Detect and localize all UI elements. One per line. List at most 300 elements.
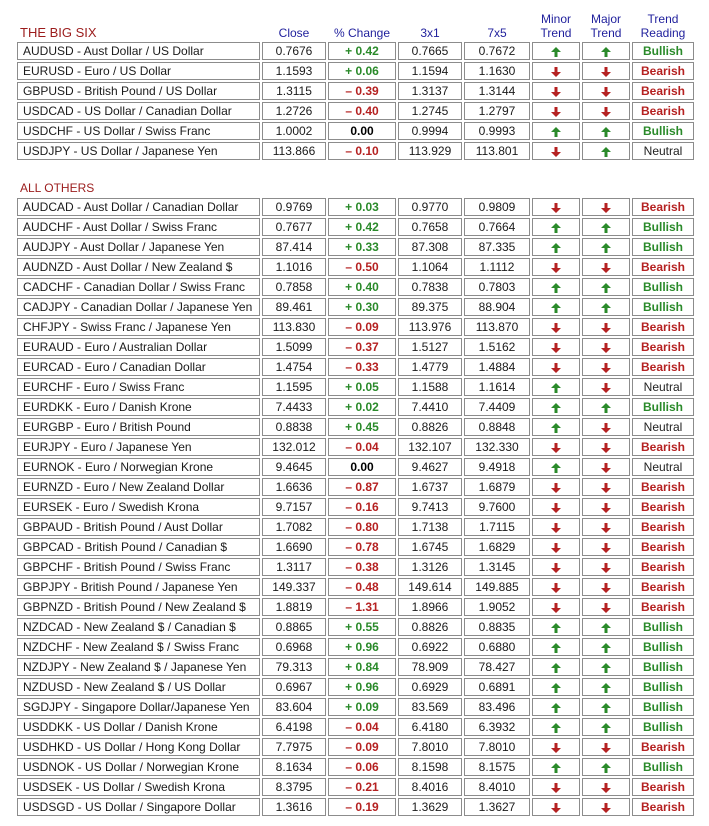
close-cell: 0.8838 bbox=[262, 418, 326, 436]
value-3x1-cell: 6.4180 bbox=[398, 718, 462, 736]
close-cell: 1.0002 bbox=[262, 122, 326, 140]
arrow-down-icon bbox=[600, 202, 612, 214]
major-trend-cell bbox=[582, 458, 630, 476]
minor-trend-cell bbox=[532, 738, 580, 756]
arrow-down-icon bbox=[550, 86, 562, 98]
pct-change-cell: – 0.04 bbox=[328, 718, 396, 736]
all-others-rows bbox=[17, 198, 694, 816]
pair-cell: NZDUSD - New Zealand $ / US Dollar bbox=[17, 678, 260, 696]
value-7x5-cell: 1.6879 bbox=[464, 478, 530, 496]
minor-trend-cell bbox=[532, 478, 580, 496]
major-trend-cell bbox=[582, 238, 630, 256]
trend-reading-cell: Bullish bbox=[632, 698, 694, 716]
minor-trend-cell bbox=[532, 278, 580, 296]
trend-reading-cell: Bullish bbox=[632, 238, 694, 256]
arrow-down-icon bbox=[550, 582, 562, 594]
major-trend-cell bbox=[582, 198, 630, 216]
pair-cell: GBPCAD - British Pound / Canadian $ bbox=[17, 538, 260, 556]
value-3x1-cell: 8.4016 bbox=[398, 778, 462, 796]
value-3x1-cell: 1.1588 bbox=[398, 378, 462, 396]
close-cell: 1.4754 bbox=[262, 358, 326, 376]
pct-change-cell: + 0.45 bbox=[328, 418, 396, 436]
close-cell: 149.337 bbox=[262, 578, 326, 596]
pct-change-cell: – 0.87 bbox=[328, 478, 396, 496]
pct-change-cell: + 0.40 bbox=[328, 278, 396, 296]
minor-trend-cell bbox=[532, 658, 580, 676]
major-trend-cell bbox=[582, 618, 630, 636]
value-3x1-cell: 1.1064 bbox=[398, 258, 462, 276]
arrow-down-icon bbox=[600, 482, 612, 494]
value-7x5-cell: 87.335 bbox=[464, 238, 530, 256]
value-3x1-cell: 149.614 bbox=[398, 578, 462, 596]
pair-cell: NZDJPY - New Zealand $ / Japanese Yen bbox=[17, 658, 260, 676]
table-row bbox=[17, 418, 694, 436]
pct-change-cell: 0.00 bbox=[328, 122, 396, 140]
trend-reading-cell: Bearish bbox=[632, 538, 694, 556]
table-row bbox=[17, 338, 694, 356]
major-trend-cell bbox=[582, 278, 630, 296]
value-7x5-cell: 9.4918 bbox=[464, 458, 530, 476]
minor-trend-cell bbox=[532, 558, 580, 576]
major-trend-cell bbox=[582, 62, 630, 80]
gap-cell bbox=[17, 162, 694, 178]
value-7x5-cell: 0.6880 bbox=[464, 638, 530, 656]
value-3x1-cell: 7.4410 bbox=[398, 398, 462, 416]
value-3x1-cell: 0.9770 bbox=[398, 198, 462, 216]
minor-trend-cell bbox=[532, 142, 580, 160]
pair-cell: USDSGD - US Dollar / Singapore Dollar bbox=[17, 798, 260, 816]
arrow-up-icon bbox=[600, 702, 612, 714]
close-cell: 113.866 bbox=[262, 142, 326, 160]
table-row bbox=[17, 42, 694, 60]
value-3x1-cell: 1.1594 bbox=[398, 62, 462, 80]
arrow-down-icon bbox=[550, 442, 562, 454]
table-row bbox=[17, 658, 694, 676]
big-six-rows bbox=[17, 42, 694, 160]
major-trend-cell bbox=[582, 42, 630, 60]
close-cell: 1.5099 bbox=[262, 338, 326, 356]
arrow-down-icon bbox=[600, 342, 612, 354]
major-trend-cell bbox=[582, 122, 630, 140]
pct-change-cell: + 0.96 bbox=[328, 678, 396, 696]
major-trend-cell bbox=[582, 538, 630, 556]
pair-cell: GBPCHF - British Pound / Swiss Franc bbox=[17, 558, 260, 576]
value-7x5-cell: 88.904 bbox=[464, 298, 530, 316]
close-cell: 132.012 bbox=[262, 438, 326, 456]
trend-reading-cell: Neutral bbox=[632, 458, 694, 476]
major-trend-cell bbox=[582, 218, 630, 236]
pair-cell: EURCAD - Euro / Canadian Dollar bbox=[17, 358, 260, 376]
arrow-down-icon bbox=[600, 582, 612, 594]
pct-change-cell: + 0.96 bbox=[328, 638, 396, 656]
pct-change-cell: + 0.06 bbox=[328, 62, 396, 80]
value-3x1-cell: 0.6929 bbox=[398, 678, 462, 696]
arrow-up-icon bbox=[550, 722, 562, 734]
header-minor-trend: Minor Trend bbox=[540, 12, 572, 40]
pct-change-cell: + 0.42 bbox=[328, 218, 396, 236]
value-7x5-cell: 7.8010 bbox=[464, 738, 530, 756]
arrow-down-icon bbox=[550, 146, 562, 158]
major-trend-cell bbox=[582, 778, 630, 796]
pct-change-cell: – 0.78 bbox=[328, 538, 396, 556]
table-row bbox=[17, 238, 694, 256]
table-row bbox=[17, 558, 694, 576]
arrow-down-icon bbox=[600, 802, 612, 814]
value-7x5-cell: 113.801 bbox=[464, 142, 530, 160]
table-row bbox=[17, 518, 694, 536]
close-cell: 9.4645 bbox=[262, 458, 326, 476]
minor-trend-cell bbox=[532, 318, 580, 336]
table-row bbox=[17, 758, 694, 776]
section-title-big-six: THE BIG SIX bbox=[20, 25, 97, 40]
trend-reading-cell: Bullish bbox=[632, 678, 694, 696]
value-3x1-cell: 89.375 bbox=[398, 298, 462, 316]
arrow-up-icon bbox=[600, 282, 612, 294]
value-3x1-cell: 0.9994 bbox=[398, 122, 462, 140]
major-trend-cell bbox=[582, 698, 630, 716]
value-7x5-cell: 0.8835 bbox=[464, 618, 530, 636]
trend-reading-cell: Bearish bbox=[632, 258, 694, 276]
pct-change-cell: – 0.09 bbox=[328, 738, 396, 756]
pct-change-cell: – 0.37 bbox=[328, 338, 396, 356]
close-cell: 1.6636 bbox=[262, 478, 326, 496]
major-trend-cell bbox=[582, 598, 630, 616]
table-row bbox=[17, 478, 694, 496]
value-3x1-cell: 1.8966 bbox=[398, 598, 462, 616]
arrow-up-icon bbox=[600, 302, 612, 314]
value-7x5-cell: 1.3144 bbox=[464, 82, 530, 100]
table-row bbox=[17, 438, 694, 456]
pct-change-cell: – 0.38 bbox=[328, 558, 396, 576]
value-3x1-cell: 1.4779 bbox=[398, 358, 462, 376]
pct-change-cell: + 0.02 bbox=[328, 398, 396, 416]
close-cell: 0.6968 bbox=[262, 638, 326, 656]
arrow-up-icon bbox=[550, 642, 562, 654]
major-trend-cell bbox=[582, 142, 630, 160]
close-cell: 1.1016 bbox=[262, 258, 326, 276]
pair-cell: USDCHF - US Dollar / Swiss Franc bbox=[17, 122, 260, 140]
arrow-up-icon bbox=[550, 302, 562, 314]
arrow-up-icon bbox=[600, 46, 612, 58]
arrow-up-icon bbox=[550, 242, 562, 254]
minor-trend-cell bbox=[532, 42, 580, 60]
arrow-down-icon bbox=[600, 106, 612, 118]
header-major-trend: Major Trend bbox=[590, 12, 622, 40]
pair-cell: USDJPY - US Dollar / Japanese Yen bbox=[17, 142, 260, 160]
table-row bbox=[17, 318, 694, 336]
trend-reading-cell: Bullish bbox=[632, 122, 694, 140]
minor-trend-cell bbox=[532, 778, 580, 796]
major-trend-cell bbox=[582, 738, 630, 756]
minor-trend-cell bbox=[532, 678, 580, 696]
value-7x5-cell: 149.885 bbox=[464, 578, 530, 596]
minor-trend-cell bbox=[532, 102, 580, 120]
table-row bbox=[17, 738, 694, 756]
arrow-up-icon bbox=[550, 462, 562, 474]
close-cell: 89.461 bbox=[262, 298, 326, 316]
major-trend-cell bbox=[582, 798, 630, 816]
arrow-up-icon bbox=[550, 126, 562, 138]
pct-change-cell: – 1.31 bbox=[328, 598, 396, 616]
value-7x5-cell: 9.7600 bbox=[464, 498, 530, 516]
value-3x1-cell: 78.909 bbox=[398, 658, 462, 676]
pair-cell: EURAUD - Euro / Australian Dollar bbox=[17, 338, 260, 356]
pct-change-cell: + 0.33 bbox=[328, 238, 396, 256]
pair-cell: CHFJPY - Swiss Franc / Japanese Yen bbox=[17, 318, 260, 336]
table-row bbox=[17, 398, 694, 416]
value-7x5-cell: 1.1630 bbox=[464, 62, 530, 80]
pct-change-cell: – 0.16 bbox=[328, 498, 396, 516]
minor-trend-cell bbox=[532, 718, 580, 736]
minor-trend-cell bbox=[532, 218, 580, 236]
major-trend-cell bbox=[582, 558, 630, 576]
minor-trend-cell bbox=[532, 82, 580, 100]
pair-cell: NZDCHF - New Zealand $ / Swiss Franc bbox=[17, 638, 260, 656]
table-row bbox=[17, 298, 694, 316]
arrow-up-icon bbox=[550, 702, 562, 714]
trend-reading-cell: Bearish bbox=[632, 598, 694, 616]
table-row bbox=[17, 498, 694, 516]
arrow-up-icon bbox=[600, 762, 612, 774]
pair-cell: GBPJPY - British Pound / Japanese Yen bbox=[17, 578, 260, 596]
value-7x5-cell: 8.1575 bbox=[464, 758, 530, 776]
table-row bbox=[17, 62, 694, 80]
trend-reading-cell: Bearish bbox=[632, 478, 694, 496]
major-trend-cell bbox=[582, 298, 630, 316]
arrow-down-icon bbox=[550, 782, 562, 794]
arrow-down-icon bbox=[600, 562, 612, 574]
major-trend-cell bbox=[582, 578, 630, 596]
pct-change-cell: + 0.42 bbox=[328, 42, 396, 60]
pair-cell: EURDKK - Euro / Danish Krone bbox=[17, 398, 260, 416]
value-7x5-cell: 0.9993 bbox=[464, 122, 530, 140]
value-7x5-cell: 8.4010 bbox=[464, 778, 530, 796]
trend-reading-cell: Bullish bbox=[632, 42, 694, 60]
table-row bbox=[17, 698, 694, 716]
header-3x1: 3x1 bbox=[420, 26, 440, 40]
trend-reading-cell: Bullish bbox=[632, 398, 694, 416]
arrow-down-icon bbox=[600, 422, 612, 434]
table-row bbox=[17, 778, 694, 796]
arrow-down-icon bbox=[600, 66, 612, 78]
minor-trend-cell bbox=[532, 418, 580, 436]
table-row bbox=[17, 638, 694, 656]
table-row bbox=[17, 198, 694, 216]
trend-reading-cell: Neutral bbox=[632, 418, 694, 436]
pair-cell: EURCHF - Euro / Swiss Franc bbox=[17, 378, 260, 396]
table-row bbox=[17, 578, 694, 596]
pct-change-cell: – 0.80 bbox=[328, 518, 396, 536]
section-header-row bbox=[17, 180, 694, 196]
pct-change-cell: + 0.55 bbox=[328, 618, 396, 636]
table-row bbox=[17, 358, 694, 376]
table-row bbox=[17, 798, 694, 816]
header-trend-reading: Trend Reading bbox=[640, 12, 686, 40]
arrow-up-icon bbox=[600, 402, 612, 414]
pair-cell: EURGBP - Euro / British Pound bbox=[17, 418, 260, 436]
minor-trend-cell bbox=[532, 498, 580, 516]
trend-reading-cell: Bearish bbox=[632, 738, 694, 756]
arrow-up-icon bbox=[550, 402, 562, 414]
pct-change-cell: – 0.40 bbox=[328, 102, 396, 120]
trend-reading-cell: Bearish bbox=[632, 358, 694, 376]
major-trend-cell bbox=[582, 498, 630, 516]
pair-cell: EURJPY - Euro / Japanese Yen bbox=[17, 438, 260, 456]
value-3x1-cell: 9.4627 bbox=[398, 458, 462, 476]
close-cell: 8.3795 bbox=[262, 778, 326, 796]
section-gap bbox=[17, 162, 694, 178]
close-cell: 0.8865 bbox=[262, 618, 326, 636]
pct-change-cell: – 0.50 bbox=[328, 258, 396, 276]
close-cell: 87.414 bbox=[262, 238, 326, 256]
value-7x5-cell: 0.8848 bbox=[464, 418, 530, 436]
value-3x1-cell: 8.1598 bbox=[398, 758, 462, 776]
value-7x5-cell: 1.6829 bbox=[464, 538, 530, 556]
arrow-up-icon bbox=[600, 146, 612, 158]
minor-trend-cell bbox=[532, 458, 580, 476]
pair-cell: GBPAUD - British Pound / Aust Dollar bbox=[17, 518, 260, 536]
close-cell: 6.4198 bbox=[262, 718, 326, 736]
close-cell: 7.4433 bbox=[262, 398, 326, 416]
pair-cell: AUDJPY - Aust Dollar / Japanese Yen bbox=[17, 238, 260, 256]
table-row bbox=[17, 538, 694, 556]
arrow-down-icon bbox=[550, 322, 562, 334]
minor-trend-cell bbox=[532, 378, 580, 396]
pair-cell: GBPUSD - British Pound / US Dollar bbox=[17, 82, 260, 100]
arrow-up-icon bbox=[550, 682, 562, 694]
minor-trend-cell bbox=[532, 62, 580, 80]
minor-trend-cell bbox=[532, 122, 580, 140]
pair-cell: USDDKK - US Dollar / Danish Krone bbox=[17, 718, 260, 736]
arrow-up-icon bbox=[550, 382, 562, 394]
value-7x5-cell: 0.7672 bbox=[464, 42, 530, 60]
pair-cell: EURUSD - Euro / US Dollar bbox=[17, 62, 260, 80]
value-3x1-cell: 1.6737 bbox=[398, 478, 462, 496]
arrow-up-icon bbox=[550, 762, 562, 774]
value-3x1-cell: 0.8826 bbox=[398, 418, 462, 436]
minor-trend-cell bbox=[532, 198, 580, 216]
table-row bbox=[17, 278, 694, 296]
value-7x5-cell: 1.9052 bbox=[464, 598, 530, 616]
trend-reading-cell: Neutral bbox=[632, 378, 694, 396]
value-3x1-cell: 1.6745 bbox=[398, 538, 462, 556]
pct-change-cell: – 0.19 bbox=[328, 798, 396, 816]
close-cell: 7.7975 bbox=[262, 738, 326, 756]
arrow-up-icon bbox=[600, 126, 612, 138]
close-cell: 9.7157 bbox=[262, 498, 326, 516]
trend-reading-cell: Bullish bbox=[632, 638, 694, 656]
arrow-down-icon bbox=[550, 342, 562, 354]
trend-reading-cell: Bullish bbox=[632, 658, 694, 676]
value-3x1-cell: 0.7665 bbox=[398, 42, 462, 60]
arrow-down-icon bbox=[600, 442, 612, 454]
close-cell: 83.604 bbox=[262, 698, 326, 716]
arrow-down-icon bbox=[550, 542, 562, 554]
major-trend-cell bbox=[582, 518, 630, 536]
arrow-up-icon bbox=[550, 222, 562, 234]
pct-change-cell: – 0.48 bbox=[328, 578, 396, 596]
arrow-down-icon bbox=[600, 522, 612, 534]
arrow-down-icon bbox=[600, 782, 612, 794]
header-pct-change: % Change bbox=[333, 26, 391, 40]
trend-reading-cell: Bearish bbox=[632, 498, 694, 516]
arrow-down-icon bbox=[550, 802, 562, 814]
close-cell: 0.6967 bbox=[262, 678, 326, 696]
arrow-down-icon bbox=[550, 502, 562, 514]
major-trend-cell bbox=[582, 678, 630, 696]
pct-change-cell: – 0.04 bbox=[328, 438, 396, 456]
value-7x5-cell: 1.1614 bbox=[464, 378, 530, 396]
table-row bbox=[17, 378, 694, 396]
pct-change-cell: + 0.03 bbox=[328, 198, 396, 216]
pair-cell: USDNOK - US Dollar / Norwegian Krone bbox=[17, 758, 260, 776]
pct-change-cell: – 0.39 bbox=[328, 82, 396, 100]
close-cell: 1.3616 bbox=[262, 798, 326, 816]
value-3x1-cell: 132.107 bbox=[398, 438, 462, 456]
trend-reading-cell: Bearish bbox=[632, 102, 694, 120]
value-7x5-cell: 1.3627 bbox=[464, 798, 530, 816]
pct-change-cell: + 0.09 bbox=[328, 698, 396, 716]
arrow-up-icon bbox=[600, 722, 612, 734]
close-cell: 8.1634 bbox=[262, 758, 326, 776]
value-3x1-cell: 0.6922 bbox=[398, 638, 462, 656]
arrow-down-icon bbox=[600, 86, 612, 98]
minor-trend-cell bbox=[532, 758, 580, 776]
value-7x5-cell: 0.7803 bbox=[464, 278, 530, 296]
section-title-all-others: ALL OTHERS bbox=[20, 181, 95, 195]
pair-cell: AUDCHF - Aust Dollar / Swiss Franc bbox=[17, 218, 260, 236]
pair-cell: EURNZD - Euro / New Zealand Dollar bbox=[17, 478, 260, 496]
value-7x5-cell: 113.870 bbox=[464, 318, 530, 336]
close-cell: 1.2726 bbox=[262, 102, 326, 120]
arrow-down-icon bbox=[600, 382, 612, 394]
pair-cell: NZDCAD - New Zealand $ / Canadian $ bbox=[17, 618, 260, 636]
value-7x5-cell: 1.7115 bbox=[464, 518, 530, 536]
major-trend-cell bbox=[582, 418, 630, 436]
arrow-down-icon bbox=[550, 202, 562, 214]
major-trend-cell bbox=[582, 358, 630, 376]
value-7x5-cell: 6.3932 bbox=[464, 718, 530, 736]
trend-reading-cell: Bearish bbox=[632, 558, 694, 576]
value-7x5-cell: 0.6891 bbox=[464, 678, 530, 696]
major-trend-cell bbox=[582, 638, 630, 656]
arrow-down-icon bbox=[600, 602, 612, 614]
value-3x1-cell: 83.569 bbox=[398, 698, 462, 716]
trend-reading-cell: Bearish bbox=[632, 578, 694, 596]
pair-cell: CADJPY - Canadian Dollar / Japanese Yen bbox=[17, 298, 260, 316]
close-cell: 79.313 bbox=[262, 658, 326, 676]
arrow-down-icon bbox=[600, 502, 612, 514]
trend-reading-cell: Bearish bbox=[632, 338, 694, 356]
trend-reading-cell: Bullish bbox=[632, 718, 694, 736]
table-row bbox=[17, 718, 694, 736]
trend-reading-cell: Bearish bbox=[632, 438, 694, 456]
pct-change-cell: + 0.84 bbox=[328, 658, 396, 676]
trend-reading-cell: Neutral bbox=[632, 142, 694, 160]
minor-trend-cell bbox=[532, 398, 580, 416]
arrow-up-icon bbox=[600, 682, 612, 694]
value-7x5-cell: 1.3145 bbox=[464, 558, 530, 576]
value-7x5-cell: 1.4884 bbox=[464, 358, 530, 376]
minor-trend-cell bbox=[532, 638, 580, 656]
pct-change-cell: – 0.10 bbox=[328, 142, 396, 160]
arrow-down-icon bbox=[550, 262, 562, 274]
close-cell: 1.1595 bbox=[262, 378, 326, 396]
major-trend-cell bbox=[582, 102, 630, 120]
minor-trend-cell bbox=[532, 518, 580, 536]
pair-cell: GBPNZD - British Pound / New Zealand $ bbox=[17, 598, 260, 616]
minor-trend-cell bbox=[532, 238, 580, 256]
